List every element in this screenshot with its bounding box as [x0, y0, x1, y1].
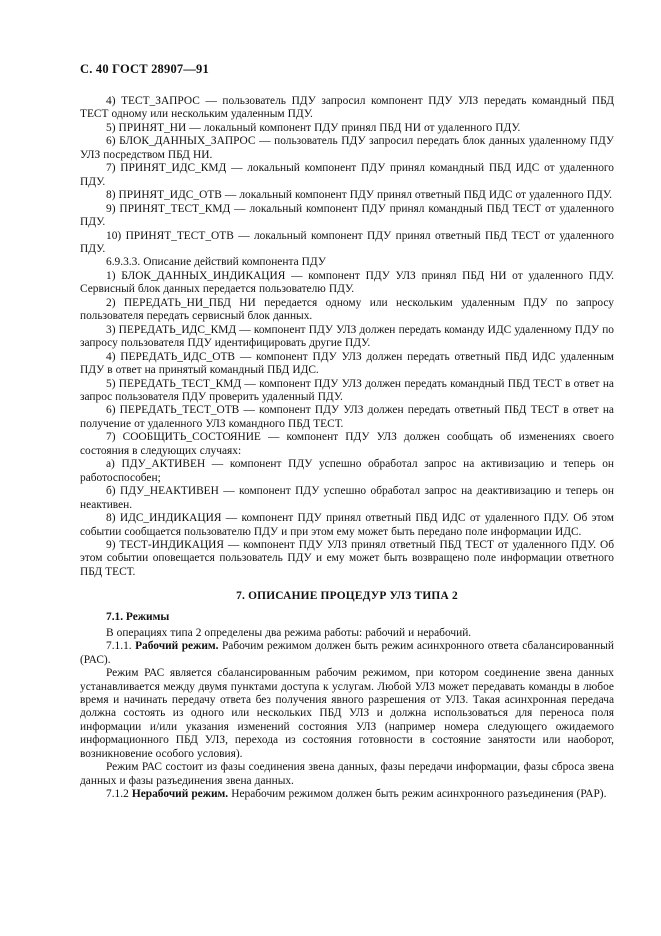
- paragraph: 7) СООБЩИТЬ_СОСТОЯНИЕ — компонент ПДУ УЛЗ должен сообщать об изменениях своего состояния в следующих случаях:: [80, 431, 614, 457]
- paragraph-7-1-1: [80, 640, 614, 667]
- paragraph: 6) БЛОК_ДАННЫХ_ЗАПРОС — пользователь ПДУ запросил передать блок данных удаленному ПДУ УЛЗ посредством ПБД НИ.: [80, 135, 614, 161]
- paragraph: 7) ПРИНЯТ_ИДС_КМД — локальный компонент ПДУ принял командный ПБД ИДС от удаленного ПДУ.: [80, 162, 614, 188]
- paragraph: 5) ПРИНЯТ_НИ — локальный компонент ПДУ принял ПБД НИ от удаленного ПДУ.: [106, 121, 521, 134]
- paragraph: б) ПДУ_НЕАКТИВЕН — компонент ПДУ успешно обработал запрос на деактивизацию и теперь он неактивен.: [80, 485, 614, 511]
- paragraph: а) ПДУ_АКТИВЕН — компонент ПДУ успешно обработал запрос на активизацию и теперь он работоспособен;: [80, 458, 614, 484]
- paragraph: 8) ПРИНЯТ_ИДС_ОТВ — локальный компонент ПДУ принял ответный ПБД ИДС от удаленного ПДУ.: [106, 189, 612, 202]
- clause-number: 7.1.1.: [106, 640, 132, 653]
- clause-text: Нерабочим режимом должен быть режим асинхронного разъединения (РАР).: [231, 788, 607, 801]
- paragraph: 6) ПЕРЕДАТЬ_ТЕСТ_ОТВ — компонент ПДУ УЛЗ должен передать ответный ПБД ТЕСТ в ответ на получение от удаленного УЛЗ командного ПБД ТЕСТ.: [80, 404, 614, 430]
- page-header: С. 40 ГОСТ 28907—91: [80, 62, 209, 76]
- subsection-title: 7.1. Режимы: [106, 611, 170, 624]
- paragraph: 2) ПЕРЕДАТЬ_НИ_ПБД НИ передается одному или нескольким удаленным ПДУ по запросу пользователя передать сервисный блок данных.: [80, 296, 614, 323]
- paragraph: 9) ТЕСТ-ИНДИКАЦИЯ — компонент ПДУ УЛЗ принял ответный ПБД ТЕСТ от удаленного ПДУ. Об этом событии оповещается пользователь ПДУ и ему может быть возвращено поле информации ответного ПБД ТЕСТ.: [80, 538, 614, 578]
- paragraph: 9) ПРИНЯТ_ТЕСТ_КМД — локальный компонент ПДУ принял командный ПБД ТЕСТ от удаленного ПДУ.: [80, 202, 614, 229]
- paragraph: 5) ПЕРЕДАТЬ_ТЕСТ_КМД — компонент ПДУ УЛЗ должен передать командный ПБД ТЕСТ в ответ на запрос пользователя ПДУ проверить удаленный ПДУ.: [80, 377, 614, 403]
- paragraph-list-ras: [80, 667, 614, 788]
- section-title: 7. ОПИСАНИЕ ПРОЦЕДУР УЛЗ ТИПА 2: [236, 590, 458, 603]
- clause-heading: Рабочий режим.: [135, 640, 219, 653]
- paragraph: 4) ТЕСТ_ЗАПРОС — пользователь ПДУ запросил компонент ПДУ УЛЗ передать командный ПБД ТЕСТ одному или нескольким удаленным ПДУ.: [80, 95, 614, 121]
- paragraph: 4) ПЕРЕДАТЬ_ИДС_ОТВ — компонент ПДУ УЛЗ должен передать ответный ПБД ИДС удаленным ПДУ в ответ на принятый командный ПБД ИДС.: [80, 350, 614, 377]
- paragraph: 3) ПЕРЕДАТЬ_ИДС_КМД — компонент ПДУ УЛЗ должен передать команду ИДС удаленному ПДУ по запросу пользователя ПДУ идентифицировать другие ПДУ.: [80, 323, 614, 350]
- paragraph: 6.9.3.3. Описание действий компонента ПДУ: [106, 256, 326, 269]
- paragraph-modes: В операциях типа 2 определены два режима работы: рабочий и нерабочий.: [106, 626, 472, 639]
- document-body: [80, 95, 614, 802]
- paragraph: Режим РАС является сбалансированным рабочим режимом, при котором соединение звена данных устанавливается между двумя пунктами доступа к услугам. Любой УЛЗ может передавать команды в любое время и начинать передачу ответа без получения явного разрешения от УЛЗ. Такая асинхронная передача должна состоять из одного или нескольких ПБД УЛЗ и должна использоваться для переноса поля информации и/или указания изменений состояния УЛЗ (например номера следующего ожидаемого информационного ПБД УЛЗ, перехода из состояния готовности в состояние занятости или наоборот, возникновение особого условия).: [80, 667, 614, 760]
- paragraph: Режим РАС состоит из фазы соединения звена данных, фазы передачи информации, фазы сброса звена данных и фазы разъединения звена данных.: [80, 761, 614, 787]
- paragraph: 8) ИДС_ИНДИКАЦИЯ — компонент ПДУ принял ответный ПБД ИДС от удаленного ПДУ. Об этом событии сообщается пользователю ПДУ и при этом ему может быть передано поле информации ИДС.: [80, 512, 614, 538]
- paragraph-list-6-9: [80, 95, 614, 579]
- clause-number: 7.1.2: [106, 788, 129, 801]
- clause-text: Рабочим режимом должен быть режим асинхронного ответа сбалансированный (РАС).: [80, 640, 614, 666]
- paragraph: 1) БЛОК_ДАННЫХ_ИНДИКАЦИЯ — компонент ПДУ УЛЗ принял ПБД НИ от удаленного ПДУ. Сервисный блок данных передается пользователю ПДУ.: [80, 269, 614, 296]
- paragraph: 10) ПРИНЯТ_ТЕСТ_ОТВ — локальный компонент ПДУ принял ответный ПБД ТЕСТ от удаленного ПДУ.: [80, 229, 614, 255]
- paragraph-7-1-2: [80, 788, 614, 801]
- clause-heading: Нерабочий режим.: [131, 788, 229, 801]
